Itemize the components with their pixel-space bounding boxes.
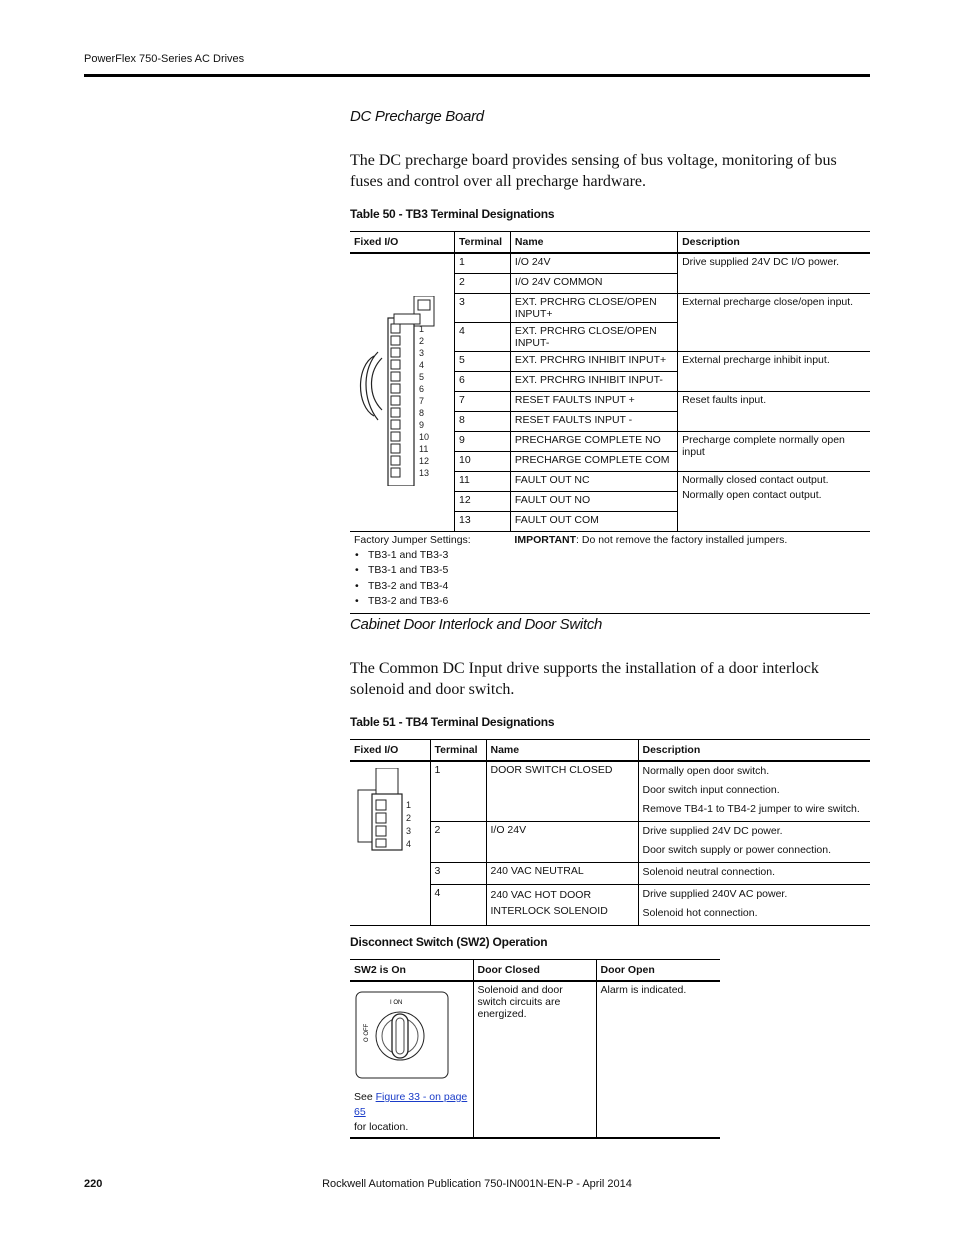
- see-figure-note: [354, 1090, 469, 1135]
- table-cell: 4: [455, 322, 511, 351]
- description-line: Drive supplied 24V DC power.: [642, 825, 783, 837]
- table51: [350, 739, 870, 926]
- list-item: • TB3-2 and TB3-4: [368, 579, 506, 595]
- page-number: 220: [84, 1178, 103, 1190]
- table-cell: [638, 885, 870, 926]
- tb4-connector-cell: [350, 761, 430, 926]
- terminal-number-label: 13: [419, 467, 430, 478]
- table51-title: Table 51 - TB4 Terminal Designations: [350, 715, 555, 729]
- tb3-connector-cell: [350, 253, 455, 531]
- table-cell: 3: [455, 293, 511, 322]
- table-cell: 2: [455, 273, 511, 293]
- table-cell: 1: [430, 761, 486, 822]
- terminal-number-label: 1: [406, 800, 412, 810]
- list-item: • TB3-1 and TB3-3: [368, 548, 506, 564]
- section-body-dc-precharge: The DC precharge board provides sensing of bus voltage, monitoring of bus fuses and control over all precharge hardware.: [350, 152, 837, 190]
- jumper-list: [354, 548, 506, 610]
- terminal-number-label: 6: [419, 383, 425, 394]
- description-line: Door switch input connection.: [642, 784, 780, 796]
- table51-header-description: Description: [638, 740, 870, 762]
- jumper-settings-label: Factory Jumper Settings:: [354, 533, 471, 546]
- important-note-cell: [510, 531, 870, 613]
- sw2-header-sw2-on: SW2 is On: [350, 960, 473, 982]
- table-cell: 240 VAC NEUTRAL: [486, 863, 638, 885]
- description-line: Normally open contact output.: [682, 488, 822, 501]
- table-cell: 12: [455, 491, 511, 511]
- table50-header-name: Name: [510, 232, 677, 254]
- table-cell: I/O 24V: [486, 822, 638, 863]
- description-line: Normally open door switch.: [642, 765, 770, 777]
- sw2-table-title: Disconnect Switch (SW2) Operation: [350, 935, 548, 949]
- table-cell: 6: [455, 371, 511, 391]
- table-cell: RESET FAULTS INPUT +: [510, 391, 677, 411]
- important-text: : Do not remove the factory installed jumpers.: [576, 533, 788, 546]
- header-rule: [84, 74, 870, 77]
- terminal-number-label: 11: [419, 443, 429, 454]
- terminal-number-label: 2: [406, 813, 412, 823]
- list-item: • TB3-1 and TB3-5: [368, 563, 506, 579]
- table-cell: [638, 822, 870, 863]
- section-title-dc-precharge: DC Precharge Board: [350, 108, 484, 125]
- table-cell: EXT. PRCHRG INHIBIT INPUT+: [510, 351, 677, 371]
- table-cell: I/O 24V: [510, 253, 677, 273]
- see-prefix: See: [354, 1091, 376, 1103]
- table-cell: 2: [430, 822, 486, 863]
- description-line: Solenoid neutral connection.: [642, 866, 776, 878]
- sw2-table: [350, 959, 720, 1139]
- sw2-door-closed-cell: Solenoid and door switch circuits are energized.: [473, 981, 596, 1138]
- table-cell: Drive supplied 24V DC I/O power.: [678, 253, 870, 293]
- table-cell: 4: [430, 885, 486, 926]
- section-title-door-interlock: Cabinet Door Interlock and Door Switch: [350, 616, 603, 633]
- publication-footer: Rockwell Automation Publication 750-IN001N-EN-P - April 2014: [322, 1178, 632, 1190]
- table-cell: 11: [455, 471, 511, 491]
- sw2-door-open-cell: Alarm is indicated.: [596, 981, 720, 1138]
- terminal-number-label: 12: [419, 455, 430, 466]
- sw2-header-door-open: Door Open: [596, 960, 720, 982]
- table50-header-description: Description: [678, 232, 870, 254]
- sw2-image-cell: [350, 981, 473, 1138]
- table-cell: Precharge complete normally open input: [678, 431, 870, 471]
- terminal-number-label: 5: [419, 371, 425, 382]
- terminal-number-label: 1: [419, 323, 425, 334]
- table-cell: EXT. PRCHRG CLOSE/OPEN INPUT-: [510, 322, 677, 351]
- jumper-settings-cell: [350, 531, 510, 613]
- section-body-door-interlock: The Common DC Input drive supports the installation of a door interlock solenoid and door switch.: [350, 660, 819, 698]
- sw2-header-door-closed: Door Closed: [473, 960, 596, 982]
- terminal-number-label: 9: [419, 419, 425, 430]
- table-cell: External precharge close/open input.: [678, 293, 870, 351]
- table50-title: Table 50 - TB3 Terminal Designations: [350, 207, 555, 221]
- table-cell: 13: [455, 511, 511, 531]
- table50-header-fixed-io: Fixed I/O: [350, 232, 455, 254]
- running-header: PowerFlex 750-Series AC Drives: [84, 53, 245, 65]
- disconnect-switch-diagram: [354, 990, 450, 1080]
- terminal-number-label: 2: [419, 335, 425, 346]
- table-cell: 240 VAC HOT DOOR INTERLOCK SOLENOID: [486, 885, 638, 926]
- terminal-number-label: 7: [419, 395, 425, 406]
- table-cell: PRECHARGE COMPLETE COM: [510, 451, 677, 471]
- table-cell: DOOR SWITCH CLOSED: [486, 761, 638, 822]
- table-cell: 10: [455, 451, 511, 471]
- terminal-number-label: 4: [406, 839, 412, 849]
- figure-33-link[interactable]: Figure 33 - on page 65: [354, 1091, 468, 1118]
- description-line: Door switch supply or power connection.: [642, 844, 832, 856]
- terminal-number-label: 3: [406, 826, 412, 836]
- table-cell: EXT. PRCHRG CLOSE/OPEN INPUT+: [510, 293, 677, 322]
- switch-on-label: I ON: [390, 1000, 403, 1006]
- table-cell: 9: [455, 431, 511, 451]
- tb4-connector-diagram: [354, 768, 420, 852]
- table-cell: External precharge inhibit input.: [678, 351, 870, 391]
- switch-off-label: O OFF: [364, 1023, 370, 1042]
- important-label: IMPORTANT: [514, 533, 577, 546]
- terminal-number-label: 3: [419, 347, 425, 358]
- table-cell: [638, 863, 870, 885]
- table-cell: 3: [430, 863, 486, 885]
- table-cell: 7: [455, 391, 511, 411]
- table-cell: EXT. PRCHRG INHIBIT INPUT-: [510, 371, 677, 391]
- table-cell: 8: [455, 411, 511, 431]
- table-cell: Reset faults input.: [678, 391, 870, 431]
- terminal-number-label: 4: [419, 359, 425, 370]
- see-suffix: for location.: [354, 1121, 409, 1133]
- list-item: • TB3-2 and TB3-6: [368, 594, 506, 610]
- table-cell: 1: [455, 253, 511, 273]
- description-line: Normally closed contact output.: [682, 473, 829, 486]
- table-cell: FAULT OUT NC: [510, 471, 677, 491]
- description-line: Drive supplied 240V AC power.: [642, 888, 788, 900]
- table-cell: [678, 471, 870, 531]
- terminal-number-label: 10: [419, 431, 430, 442]
- table51-header-terminal: Terminal: [430, 740, 486, 762]
- table50-header-terminal: Terminal: [455, 232, 511, 254]
- table-cell: [638, 761, 870, 822]
- table-cell: RESET FAULTS INPUT -: [510, 411, 677, 431]
- table-cell: 5: [455, 351, 511, 371]
- table-cell: I/O 24V COMMON: [510, 273, 677, 293]
- table51-header-fixed-io: Fixed I/O: [350, 740, 430, 762]
- table-cell: PRECHARGE COMPLETE NO: [510, 431, 677, 451]
- table50: [350, 231, 870, 614]
- description-line: Solenoid hot connection.: [642, 907, 758, 919]
- table-cell: FAULT OUT NO: [510, 491, 677, 511]
- table-cell: FAULT OUT COM: [510, 511, 677, 531]
- description-line: Remove TB4-1 to TB4-2 jumper to wire switch.: [642, 803, 860, 815]
- terminal-number-label: 8: [419, 407, 425, 418]
- tb3-connector-diagram: [354, 296, 450, 486]
- table51-header-name: Name: [486, 740, 638, 762]
